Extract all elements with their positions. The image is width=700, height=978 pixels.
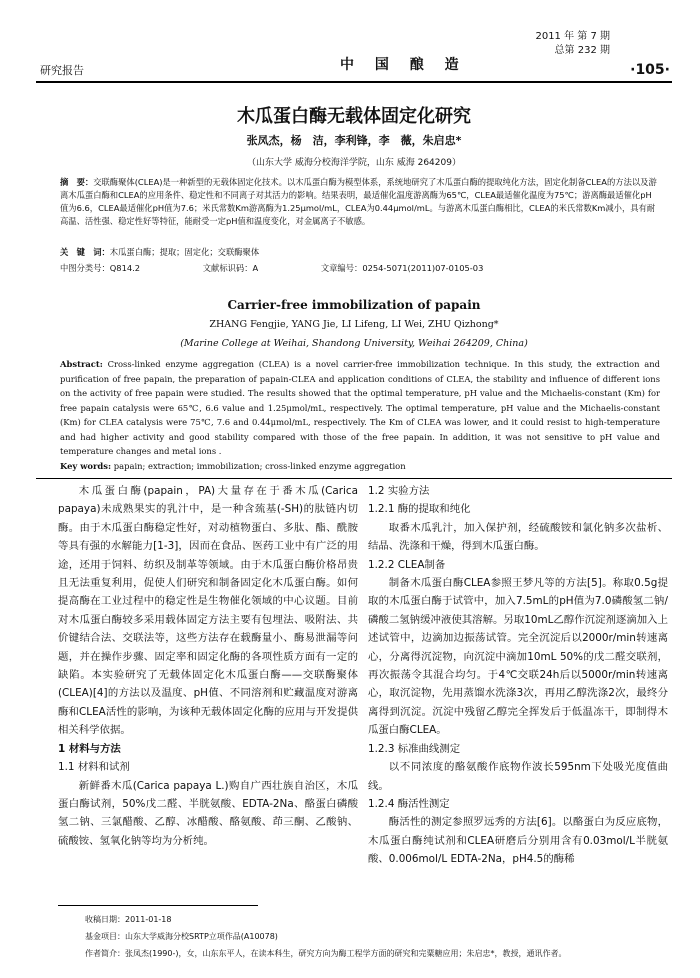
journal-name: 中 国 酿 造 <box>340 57 467 73</box>
section-heading-1: 1 材料与方法 <box>58 742 121 755</box>
abstract-en-label: Abstract: <box>60 359 103 369</box>
materials-paragraph: 新鲜番木瓜(Carica papaya L.)购自广西壮族自治区，木瓜蛋白酶试剂，50%戊二醛、半胱氨酸、EDTA-2Na、酪蛋白磷酸氢二钠、三氯醋酸、乙醇、冰醋酸、酪氨酸、茚三酮、乙酸钠、硫酸铵、氢氧化钠等均为分析纯。 <box>58 779 358 847</box>
abstract-en <box>60 357 660 473</box>
classification-meta <box>60 262 660 274</box>
document-code: 文献标识码：A <box>202 263 259 273</box>
standard-curve-paragraph: 以不同浓度的酪氨酸作底物作波长595nm下处吸光度值曲线。 <box>368 761 668 792</box>
affiliation: （山东大学 威海分校海洋学院，山东 威海 264209） <box>247 158 461 168</box>
abstract-cn-text: 交联酶聚体(CLEA)是一种新型的无载体固定化技术。以木瓜蛋白酶为模型体系，系统地研究了木瓜蛋白酶的提取纯化方法，固定化制备CLEA的方法以及游离木瓜蛋白酶和CLEA的应用条件、稳定性和不同离子对其活力的影响。结果表明，最适催化温度游离酶为65℃，CLEA最适催化温度为75℃；游离酶最适催化pH值为6.6，CLEA最适催化pH值为7.6；米氏常数Km游离酶为1.25μmol/mL，CLEA为0.44μmol/mL。与游离木瓜蛋白酶相比，CLEA的米氏常数Km减小，具有耐高温、活性强、稳定性好等特征，能耐受一定pH值和温度变化，对金属离子不敏感。 <box>60 177 657 226</box>
subsection-heading-1-2: 1.2 实验方法 <box>368 485 430 497</box>
activity-paragraph: 酶活性的测定参照罗远秀的方法[6]。以酪蛋白为反应底物，木瓜蛋白酶纯试剂和CLEA研磨后分别用含有0.03mol/L半胱氨酸、0.006mol/L EDTA-2Na，pH4.5的酶稀 <box>368 816 668 866</box>
keywords-cn-text: 木瓜蛋白酶；提取；固定化；交联酶聚体 <box>109 247 260 257</box>
section-label: 研究报告 <box>40 64 84 77</box>
abstract-rule <box>36 478 672 479</box>
issue-info <box>535 30 610 58</box>
issue-line1: 2011 年 第 7 期 <box>535 31 610 42</box>
clc-number: 中图分类号：Q814.2 <box>60 263 141 273</box>
keywords-en-label: Key words: <box>60 460 112 471</box>
issue-line2: 总第 232 期 <box>554 45 610 56</box>
keywords-cn-label: 关 键 词： <box>60 247 110 257</box>
header-rule <box>36 81 672 83</box>
page-number: ·105· <box>630 62 670 78</box>
article-title: 木瓜蛋白酶无载体固定化研究 <box>237 106 471 127</box>
authors: 张凤杰，杨 洁，李利锋，李 薇，朱启忠* <box>246 134 462 147</box>
subsection-heading-1-1: 1.1 材料和试剂 <box>58 761 130 774</box>
article-number: 文章编号：0254-5071(2011)07-0105-03 <box>320 263 484 273</box>
author-bio: 作者简介：张凤杰(1990-)，女，山东东平人，在读本科生，研究方向为酶工程学方面的研究和完粟糖应用；朱启忠*，教授，通讯作者。 <box>85 949 567 958</box>
extraction-paragraph: 取番木瓜乳汁，加入保护剂，经硫酸铵和氯化钠多次盐析、结晶、洗涤和干燥，得到木瓜蛋白酶。 <box>368 521 668 553</box>
received-date: 收稿日期：2011-01-18 <box>85 915 172 924</box>
keywords-cn <box>60 246 660 259</box>
subsection-heading-1-2-3: 1.2.3 标准曲线测定 <box>368 742 461 755</box>
running-header <box>40 22 670 78</box>
footnote-rule <box>58 905 258 906</box>
fund-note: 基金项目：山东大学威海分校SRTP立项作品(A10078) <box>85 932 278 941</box>
title-en: Carrier-free immobilization of papain <box>227 298 481 312</box>
footnotes <box>85 911 645 962</box>
authors-en: ZHANG Fengjie, YANG Jie, LI Lifeng, LI Wei, ZHU Qizhong* <box>209 319 499 330</box>
subsection-heading-1-2-2: 1.2.2 CLEA制备 <box>368 558 446 571</box>
body-column-right <box>368 482 668 869</box>
abstract-en-text: Cross-linked enzyme aggregation (CLEA) is a novel carrier-free immobilization technique. In this study, the extraction and purification of free papain, the preparation of papain-CLEA and application conditions of CLEA, the stability and influence of different ions on the activity of free papain were studied. The results showed that the optimal temperature, pH value and the Michaelis-constant (Km) for free papain catalysis were 65℃, 6.6 value and 1.25μmol/mL, respectively. The optimal temperature, pH value and the Michaelis-constant (Km) for CLEA catalysis were 75℃, 7.6 and 0.44μmol/mL, respectively. The Km of CLEA was lower, and it could resist to high-temperature and had higher activity and good stability compared with those of the free papain. In addition, it was not sensitive to pH value and temperature changes and metal ions . <box>60 359 660 456</box>
clea-paragraph: 制备木瓜蛋白酶CLEA参照王梦凡等的方法[5]。称取0.5g提取的木瓜蛋白酶于试管中，加入7.5mL的pH值为7.0磷酸氢二钠/磷酸二氢钠缓冲液使其溶解。另取10mL乙醇作沉淀剂逐滴加入上述试管中，边滴加边振荡试管。完全沉淀后以2000r/min转速离心，分离得沉淀物，向沉淀中滴加10mL 50%的戊二醛交联剂，再次振荡令其混合均匀。于4℃交联24h后以5000r/min转速离心，取沉淀物，先用蒸馏水洗涤3次，再用乙醇洗涤2次，最终分离得到沉淀。沉淀中残留乙醇完全挥发后于低温冻干，即制得木瓜蛋白酶CLEA。 <box>368 577 668 737</box>
abstract-cn-label: 摘 要： <box>60 177 94 187</box>
affiliation-en: (Marine College at Weihai, Shandong University, Weihai 264209, China) <box>180 338 528 349</box>
subsection-heading-1-2-1: 1.2.1 酶的提取和纯化 <box>368 503 471 516</box>
keywords-en-text: papain; extraction; immobilization; cross-linked enzyme aggregation <box>111 460 406 471</box>
intro-paragraph: 木瓜蛋白酶(papain，PA)大量存在于番木瓜(Carica papaya)未成熟果实的乳汁中，是一种含巯基(-SH)的肽链内切酶。由于木瓜蛋白酶稳定性好，对动植物蛋白、多肽、酯、酰胺等具有强的水解能力[1-3]，因而在食品、医药工业中有广泛的用途，还用于饲料、纺织及制革等领域。由于木瓜蛋白酶价格昂贵且无法重复利用，促使人们研究和制备固定化木瓜蛋白酶。如何提高酶在工业过程中的稳定性是生物催化领域的中心议题。目前对木瓜蛋白酶较多采用载体固定方法主要有包埋法、吸附法、共价键结合法、交联法等，这些方法存在载酶量小、酶易泄漏等问题，并在操作步骤、固定率和固定化酶的各项性质方面有一定的缺陷。本实验研究了无载体固定化木瓜蛋白酶——交联酶聚体(CLEA)[4]的方法以及温度、pH值、不同溶剂和贮藏温度对游离酶和CLEA活性的影响，为该种无载体固定化酶的应用与开发提供相关科学依据。 <box>58 485 358 737</box>
body-column-left <box>58 482 358 850</box>
subsection-heading-1-2-4: 1.2.4 酶活性测定 <box>368 797 450 810</box>
abstract-cn <box>60 176 660 228</box>
